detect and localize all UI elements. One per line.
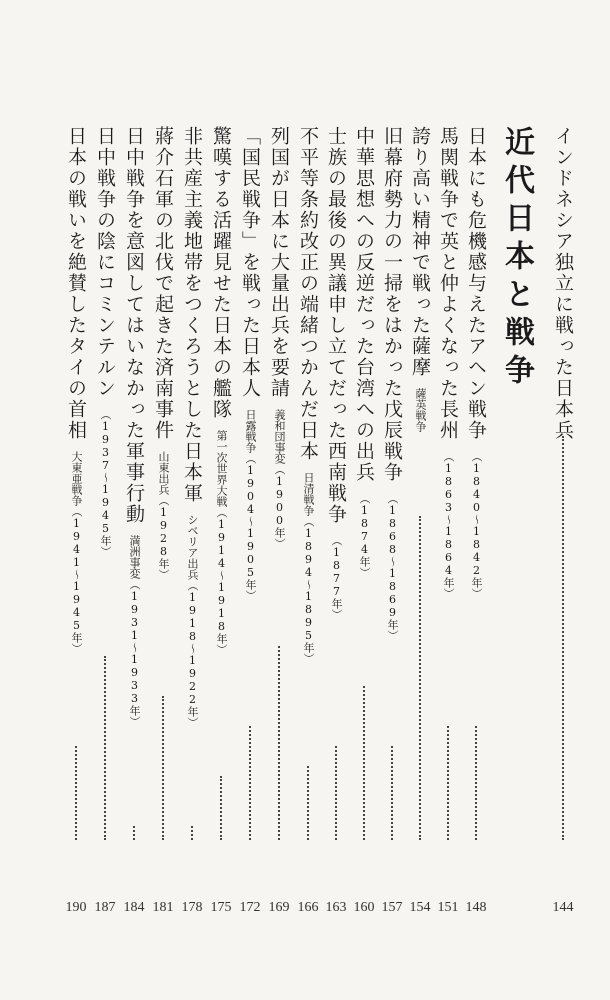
- toc-entry[interactable]: [292, 126, 324, 916]
- toc-entry[interactable]: [547, 126, 579, 916]
- toc-entry[interactable]: [432, 126, 464, 916]
- dot-leader: [249, 726, 251, 840]
- page-number: 184: [123, 900, 145, 915]
- toc-entry[interactable]: [263, 126, 295, 916]
- toc-entry[interactable]: [176, 126, 208, 916]
- toc-entry[interactable]: [376, 126, 408, 916]
- toc-entry[interactable]: [348, 126, 380, 916]
- entry-title: 馬関戦争で英と仲よくなった長州（1863〜1864年）: [432, 126, 464, 599]
- dot-leader: [133, 826, 135, 840]
- entry-note: 第一次世界大戦（1914〜1918年）: [215, 430, 228, 655]
- dot-leader: [475, 726, 477, 840]
- entry-title: 日本の戦いを絶賛したタイの首相大東亜戦争（1941〜1945年）: [60, 126, 92, 654]
- toc-entry[interactable]: [147, 126, 179, 916]
- page-number: 178: [181, 900, 203, 915]
- entry-title: 旧幕府勢力の一掃をはかった戊辰戦争（1868〜1869年）: [376, 126, 408, 641]
- entry-title: 誇り高い精神で戦った薩摩薩英戦争: [404, 126, 436, 432]
- entry-title: 「国民戦争」を戦った日本人日露戦争（1904〜1905年）: [234, 126, 266, 601]
- entry-note: （1868〜1869年）: [386, 493, 399, 641]
- page-number: 166: [297, 900, 319, 915]
- dot-leader: [391, 746, 393, 840]
- entry-note: （1874年）: [358, 493, 371, 578]
- dot-leader: [419, 516, 421, 840]
- entry-note: 大東亜戦争（1941〜1945年）: [70, 451, 83, 654]
- entry-note: 日清戦争（1894〜1895年）: [302, 472, 315, 664]
- toc-entry[interactable]: [60, 126, 92, 916]
- page-number: 169: [268, 900, 290, 915]
- page-number: 175: [210, 900, 232, 915]
- section-heading: 近代日本と戦争: [499, 126, 534, 392]
- dot-leader: [363, 686, 365, 840]
- page-number: 160: [353, 900, 375, 915]
- dot-leader: [162, 696, 164, 840]
- toc-entry[interactable]: [118, 126, 150, 916]
- dot-leader: [307, 766, 309, 840]
- entry-note: 満洲事変（1931〜1933年）: [128, 535, 141, 727]
- entry-note: 薩英戦争: [414, 388, 427, 432]
- dot-leader: [191, 826, 193, 840]
- entry-title: インドネシア独立に戦った日本兵: [552, 126, 574, 441]
- dot-leader: [220, 776, 222, 840]
- entry-note: （1840〜1842年）: [470, 451, 483, 599]
- entry-note: 義和団事変（1900年）: [273, 409, 286, 549]
- page-number: 190: [65, 900, 87, 915]
- entry-title: 日中戦争の陰にコミンテルン（1937〜1945年）: [89, 126, 121, 557]
- page-number: 187: [94, 900, 116, 915]
- page-number: 144: [552, 900, 574, 915]
- entry-note: （1937〜1945年）: [99, 409, 112, 557]
- entry-title: 非共産主義地帯をつくろうとした日本軍シベリア出兵（1918〜1922年）: [176, 126, 208, 728]
- entry-title: 日本にも危機感与えたアヘン戦争（1840〜1842年）: [460, 126, 492, 599]
- page-number: 154: [409, 900, 431, 915]
- entry-title: 列国が日本に大量出兵を要請義和団事変（1900年）: [263, 126, 295, 549]
- entry-note: 日露戦争（1904〜1905年）: [244, 409, 257, 601]
- entry-title: 不平等条約改正の端緒つかんだ日本日清戦争（1894〜1895年）: [292, 126, 324, 664]
- entry-title: 蔣介石軍の北伐で起きた済南事件山東出兵（1928年）: [147, 126, 179, 580]
- page-number: 157: [381, 900, 403, 915]
- page-number: 172: [239, 900, 261, 915]
- entry-title: 驚嘆する活躍見せた日本の艦隊第一次世界大戦（1914〜1918年）: [205, 126, 237, 655]
- toc-entry[interactable]: [234, 126, 266, 916]
- dot-leader: [335, 746, 337, 840]
- dot-leader: [104, 656, 106, 840]
- toc-entry[interactable]: [320, 126, 352, 916]
- dot-leader: [278, 646, 280, 840]
- page-number: 151: [437, 900, 459, 915]
- toc-entry[interactable]: [89, 126, 121, 916]
- dot-leader: [75, 746, 77, 840]
- entry-note: シベリア出兵（1918〜1922年）: [186, 514, 199, 728]
- page-number: 148: [465, 900, 487, 915]
- toc-entry[interactable]: [460, 126, 492, 916]
- entry-note: （1863〜1864年）: [442, 451, 455, 599]
- entry-title: 士族の最後の異議申し立てだった西南戦争（1877年）: [320, 126, 352, 620]
- page-number: 163: [325, 900, 347, 915]
- page-number: 181: [152, 900, 174, 915]
- toc-entry[interactable]: [404, 126, 436, 916]
- entry-note: 山東出兵（1928年）: [157, 451, 170, 580]
- entry-note: （1877年）: [330, 535, 343, 620]
- toc-entry[interactable]: [205, 126, 237, 916]
- dot-leader: [447, 726, 449, 840]
- entry-title: 日中戦争を意図してはいなかった軍事行動満洲事変（1931〜1933年）: [118, 126, 150, 727]
- dot-leader: [562, 436, 564, 840]
- entry-title: 中華思想への反逆だった台湾への出兵（1874年）: [348, 126, 380, 578]
